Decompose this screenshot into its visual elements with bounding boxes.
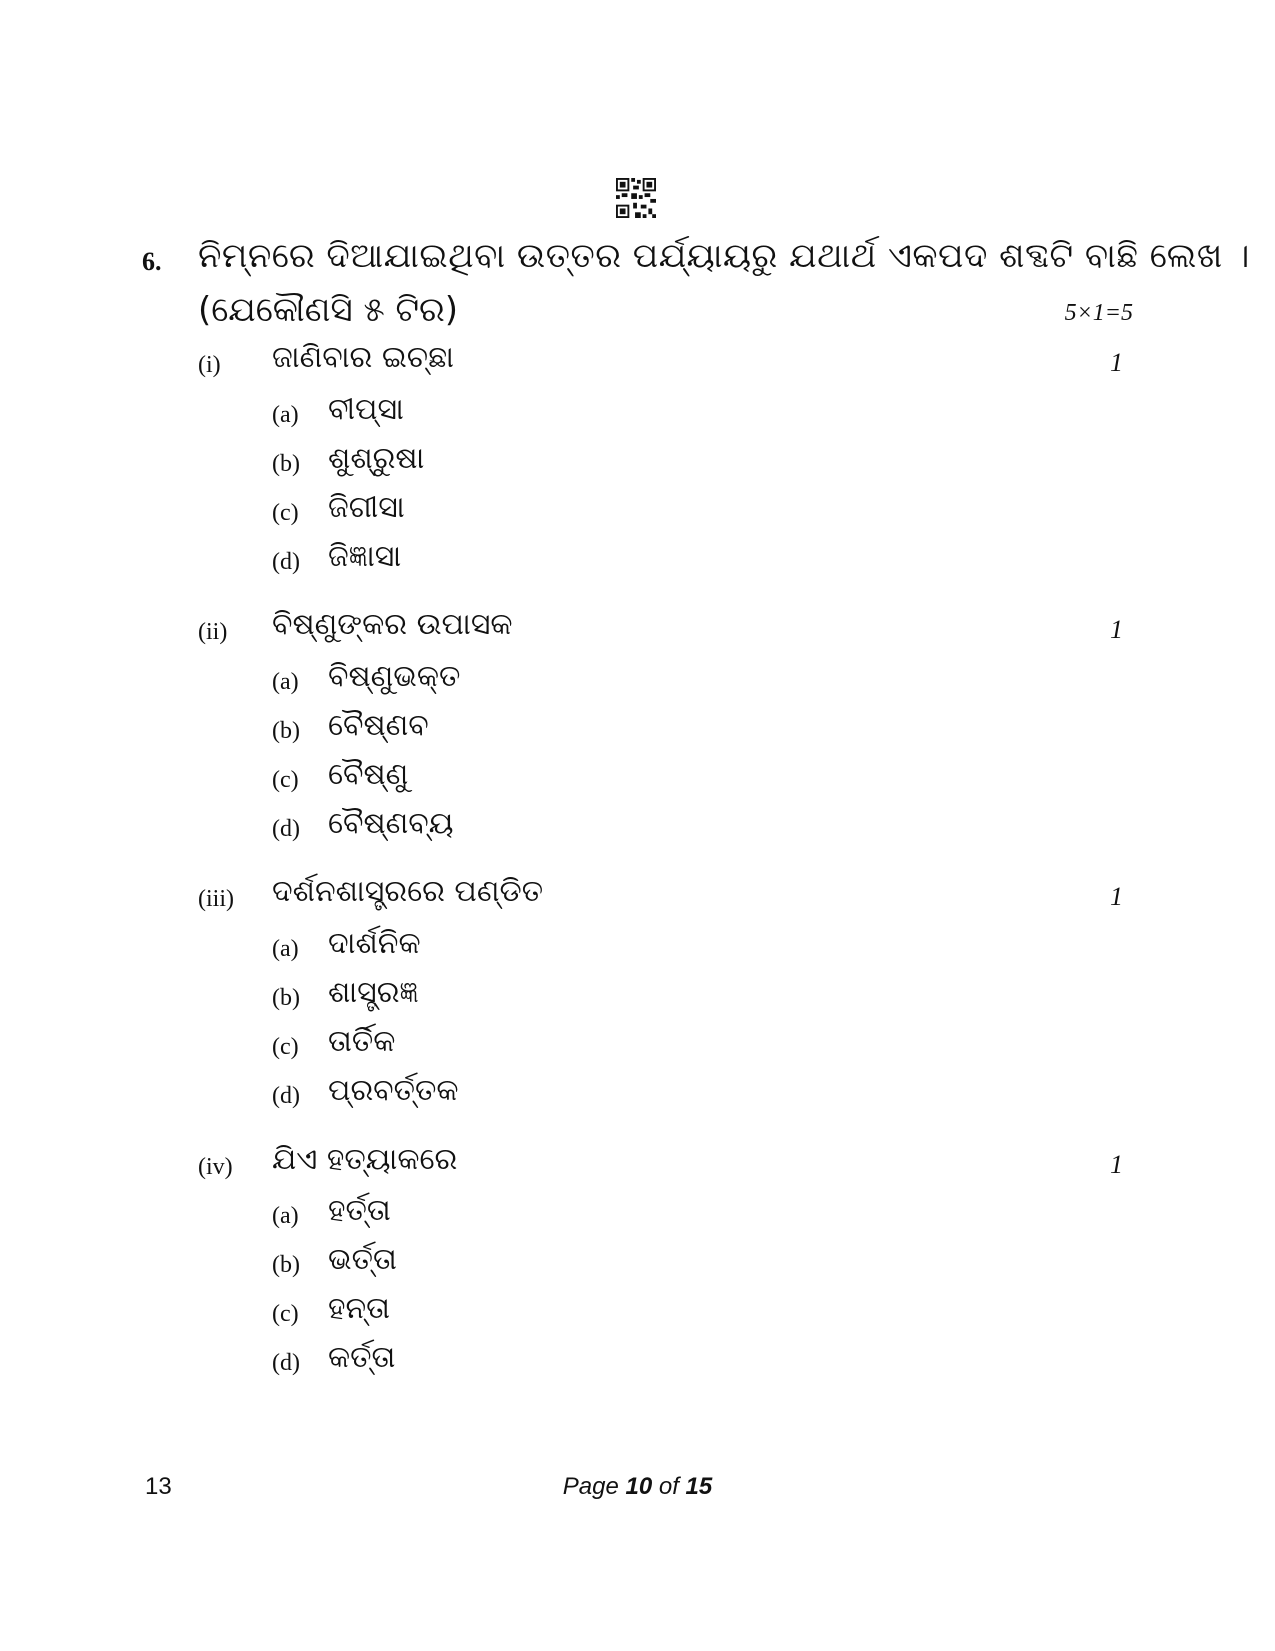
option-label: (b)	[272, 1252, 300, 1278]
option-item	[272, 659, 872, 705]
option-label: (c)	[272, 1034, 299, 1060]
option-item	[272, 1193, 872, 1239]
option-text: ଜିଗୀସା	[328, 490, 405, 525]
sub-question-marks: 1	[1110, 882, 1123, 911]
option-label: (b)	[272, 451, 300, 477]
option-item	[272, 1340, 872, 1386]
page-total: 15	[685, 1473, 713, 1500]
page-prefix: Page	[562, 1473, 626, 1500]
option-text: କର୍ତ୍ତା	[328, 1340, 396, 1375]
option-label: (d)	[272, 1083, 300, 1109]
option-label: (a)	[272, 669, 299, 695]
option-item	[272, 1291, 872, 1337]
option-item	[272, 1242, 872, 1288]
option-item	[272, 975, 872, 1021]
page-number	[0, 1473, 1275, 1501]
qr-code-icon	[616, 178, 656, 218]
sub-question-number: (ii)	[198, 619, 228, 645]
option-label: (c)	[272, 767, 299, 793]
question-text: ନିମ୍ନରେ ଦିଆଯାଇଥିବା ଉତ୍ତର ପର୍ଯ୍ୟାୟରୁ ଯଥାର୍ଥ ଏକପଦ ଶବ୍ଦଟି ବାଛି ଲେଖ ।	[198, 236, 1250, 276]
paper-code: 13	[145, 1473, 172, 1500]
sub-question-text: ଯିଏ ହତ୍ୟାକରେ	[272, 1142, 458, 1177]
option-text: ବୀପ୍‌ସା	[328, 392, 404, 427]
sub-question-number: (iii)	[198, 886, 234, 912]
option-text: ଦାର୍ଶନିକ	[328, 926, 421, 961]
option-label: (d)	[272, 549, 300, 575]
sub-question-marks: 1	[1110, 348, 1123, 377]
page-of: of	[652, 1473, 686, 1500]
sub-question-marks: 1	[1110, 615, 1123, 644]
sub-question-number: (iv)	[198, 1154, 233, 1180]
sub-question-text: ବିଷ୍ଣୁଙ୍କର ଉପାସକ	[272, 607, 513, 642]
option-label: (c)	[272, 1301, 299, 1327]
sub-question-text: ଜାଣିବାର ଇଚ୍ଛା	[272, 340, 454, 375]
option-text: ବିଷ୍ଣୁଭକ୍ତ	[328, 659, 461, 694]
option-text: ଶାସ୍ତ୍ରଜ୍ଞ	[328, 975, 419, 1010]
option-text: ବୈଷ୍ଣବ୍ୟ	[328, 806, 454, 841]
option-label: (d)	[272, 816, 300, 842]
option-text: ପ୍ରବର୍ତ୍ତକ	[328, 1073, 459, 1108]
question-number: 6.	[142, 247, 162, 276]
option-item	[272, 806, 872, 852]
option-text: ବୈଷ୍ଣୁ	[328, 757, 409, 792]
option-item	[272, 392, 872, 438]
option-text: ଶୁଶ୍ରୁଷା	[328, 441, 425, 476]
option-item	[272, 441, 872, 487]
option-item	[272, 490, 872, 536]
option-text: ଜିଜ୍ଞାସା	[328, 539, 402, 574]
question-marks: 5×1=5	[1064, 300, 1133, 326]
option-text: ହର୍ତ୍ତା	[328, 1193, 391, 1228]
option-text: ତାର୍ତିକ	[328, 1024, 396, 1059]
option-item	[272, 757, 872, 803]
option-label: (b)	[272, 718, 300, 744]
option-label: (d)	[272, 1350, 300, 1376]
option-text: ଭର୍ତ୍ତା	[328, 1242, 397, 1277]
option-item	[272, 926, 872, 972]
option-text: ବୈଷ୍ଣବ	[328, 708, 429, 743]
option-item	[272, 1073, 872, 1119]
option-label: (b)	[272, 985, 300, 1011]
sub-question-marks: 1	[1110, 1150, 1123, 1179]
sub-question-number: (i)	[198, 352, 221, 378]
option-label: (c)	[272, 500, 299, 526]
option-label: (a)	[272, 936, 299, 962]
option-label: (a)	[272, 402, 299, 428]
option-item	[272, 539, 872, 585]
page-current: 10	[625, 1473, 653, 1500]
question-instruction: (ଯେକୌଣସି ୫ ଟିର)	[198, 290, 459, 330]
option-item	[272, 708, 872, 754]
option-text: ହନ୍ତା	[328, 1291, 391, 1326]
option-item	[272, 1024, 872, 1070]
option-label: (a)	[272, 1203, 299, 1229]
sub-question-text: ଦର୍ଶନଶାସ୍ତ୍ରରେ ପଣ୍ଡିତ	[272, 874, 544, 909]
